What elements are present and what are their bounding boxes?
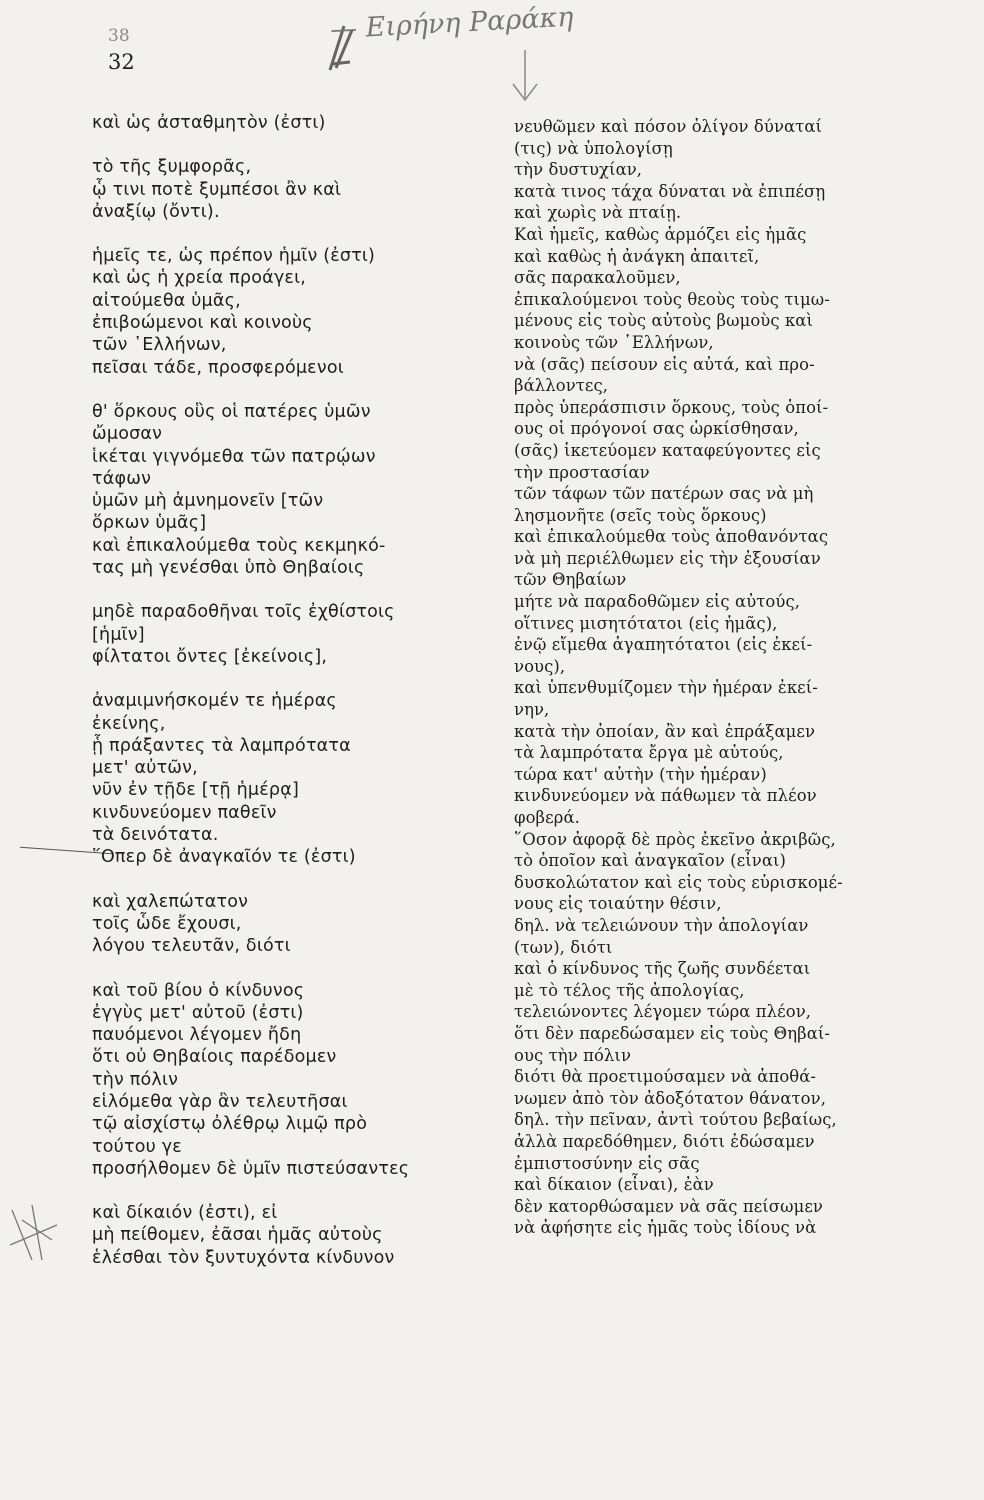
translation-text-line: ἐνῷ εἴμεθα ἀγαπητότατοι (εἰς ἐκεί- [514,635,813,655]
translation-text-line: καὶ χωρὶς νὰ πταίῃ. [514,203,682,223]
translation-text-line: (των), διότι [514,937,613,957]
translation-text-line: καὶ ὑπενθυμίζομεν τὴν ἡμέραν ἐκεί- [514,678,818,698]
greek-text-line: [ἡμῖν] [92,624,145,645]
paragraph-gap [92,134,504,156]
paragraph-gap [92,1180,504,1202]
greek-text-line: λόγου τελευτᾶν, διότι [92,936,291,957]
translation-text-line: νὰ ἀφήσητε εἰς ἡμᾶς τοὺς ἰδίους νὰ [514,1218,817,1238]
translation-text-line: ἐμπιστοσύνην εἰς σᾶς [514,1153,700,1173]
greek-text-line: καὶ δίκαιόν (ἐστι), εἰ [92,1203,278,1224]
translation-text-line: νὰ (σᾶς) πείσουν εἰς αὐτά, καὶ προ- [514,354,815,374]
greek-text-line: τὰ δεινότατα. [92,825,219,846]
handwritten-note: — Ειρήνη Ραράκη [329,1,575,46]
translation-text-line: κατὰ τὴν ὁποίαν, ἂν καὶ ἐπράξαμεν [514,721,816,741]
greek-text-line: καὶ ὡς ἡ χρεία προάγει, [92,268,306,289]
greek-text-line: ἐγγὺς μετ' αὐτοῦ (ἐστι) [92,1002,304,1023]
greek-text-line: αἰτούμεθα ὑμᾶς, [92,290,241,311]
translation-text-line: κινδυνεύομεν νὰ πάθωμεν τὰ πλέον [514,786,817,806]
translation-text-line: τώρα κατ' αὐτὴν (τὴν ἡμέραν) [514,764,767,784]
translation-text-line: νευθῶμεν καὶ πόσον ὀλίγον δύναταί [514,117,823,136]
translation-text-line: σᾶς παρακαλοῦμεν, [514,268,681,288]
translation-text-line: πρὸς ὑπεράσπισιν ὅρκους, τοὺς ὁποί- [514,397,829,417]
greek-text-line: ἐκείνης, [92,713,166,734]
translation-text-line: δυσκολώτατον καὶ εἰς τοὺς εὑρισκομέ- [514,872,843,892]
translation-text-line: κατὰ τινος τάχα δύναται νὰ ἐπιπέσῃ [514,181,826,201]
paragraph-gap [92,668,504,690]
translation-text-line: διότι θὰ προετιμούσαμεν νὰ ἀποθά- [514,1067,817,1087]
greek-text-line: ῞Οπερ δὲ ἀναγκαῖόν τε (ἐστι) [92,847,356,868]
translation-text-line: τελειώνοντες λέγομεν τώρα πλέον, [514,1002,812,1022]
greek-text-line: μηδὲ παραδοθῆναι τοῖς ἐχθίστοις [92,602,395,623]
greek-text-line: νῦν ἐν τῇδε [τῇ ἡμέρᾳ] [92,780,299,801]
translation-text-line: τὴν δυστυχίαν, [514,160,643,180]
greek-text-line: παυόμενοι λέγομεν ἤδη [92,1025,302,1046]
translation-text-line: δηλ. νὰ τελειώνουν τὴν ἀπολογίαν [514,915,809,935]
greek-text-line: ἡμεῖς τε, ὡς πρέπον ἡμῖν (ἐστι) [92,246,376,267]
translation-text-line: κοινοὺς τῶν ῾Ελλήνων, [514,332,714,352]
translation-text-line: νην, [514,700,550,720]
greek-text-line: τὴν πόλιν [92,1069,179,1090]
greek-text-line: φίλτατοι ὄντες [ἐκείνοις], [92,646,328,667]
translation-text-line: λησμονῆτε (σεῖς τοὺς ὅρκους) [514,505,767,525]
greek-text-line: ὅρκων ὑμᾶς] [92,513,207,534]
translation-text-line: (τις) νὰ ὑπολογίσῃ [514,138,673,158]
greek-text-line: ἀναμιμνήσκομέν τε ἡμέρας [92,691,337,712]
greek-text-line: ὤμοσαν [92,424,163,445]
greek-text-line: ᾗ πράξαντες τὰ λαμπρότατα [92,735,351,756]
translation-text-line: καὶ ἐπικαλούμεθα τοὺς ἀποθανόντας [514,527,829,547]
translation-text-line: νὰ μὴ περιέλθωμεν εἰς τὴν ἐξουσίαν [514,548,821,568]
ancient-greek-text-column [92,112,504,1269]
translation-text-line: μήτε νὰ παραδοθῶμεν εἰς αὐτούς, [514,592,801,612]
translation-text-line: τὰ λαμπρότατα ἔργα μὲ αὐτούς, [514,743,784,763]
greek-text-line: τας μὴ γενέσθαι ὑπὸ Θηβαίοις [92,558,365,579]
translation-text-line: ους οἱ πρόγονοί σας ὡρκίσθησαν, [514,419,799,439]
greek-text-line: κινδυνεύομεν παθεῖν [92,802,277,823]
translation-text-line: μὲ τὸ τέλος τῆς ἀπολογίας, [514,980,745,1000]
greek-text-line: μὴ πείθομεν, ἐᾶσαι ἡμᾶς αὐτοὺς [92,1225,383,1246]
greek-text-line: τὸ τῆς ξυμφορᾶς, [92,157,252,178]
translation-text-line: ους τὴν πόλιν [514,1045,632,1065]
paragraph-gap [92,958,504,980]
margin-scribble-icon [2,1200,72,1270]
greek-text-line: πεῖσαι τάδε, προσφερόμενοι [92,357,344,378]
translation-text-line: δηλ. τὴν πεῖναν, ἀντὶ τούτου βεβαίως, [514,1110,837,1130]
greek-text-line: τούτου γε [92,1136,182,1157]
translation-text-line: ῞Οσον ἀφορᾷ δὲ πρὸς ἐκεῖνο ἀκριβῶς, [514,829,836,849]
translation-text-line: καὶ καθὼς ἡ ἀνάγκη ἀπαιτεῖ, [514,246,760,266]
greek-text-line: τῶν ῾Ελλήνων, [92,335,227,356]
translation-text-line: ἀλλὰ παρεδόθημεν, διότι ἐδώσαμεν [514,1131,815,1151]
greek-text-line: ἀναξίῳ (ὄντι). [92,201,220,222]
modern-greek-translation-column [514,116,954,1239]
translation-text-line: Καὶ ἡμεῖς, καθὼς ἁρμόζει εἰς ἡμᾶς [514,224,807,244]
greek-text-line: ἱκέται γιγνόμεθα τῶν πατρῴων [92,446,376,467]
translation-text-line: τῶν τάφων τῶν πατέρων σας νὰ μὴ [514,484,814,504]
greek-text-line: προσήλθομεν δὲ ὑμῖν πιστεύσαντες [92,1158,410,1179]
translation-text-line: νους), [514,656,566,676]
paragraph-gap [92,379,504,401]
translation-text-line: ὅτι δὲν παρεδώσαμεν εἰς τοὺς Θηβαί- [514,1023,831,1043]
translation-text-line: οἵτινες μισητότατοι (εἰς ἡμᾶς), [514,613,778,633]
greek-text-line: εἱλόμεθα γὰρ ἂν τελευτῆσαι [92,1091,348,1112]
translation-text-line: καὶ ὁ κίνδυνος τῆς ζωῆς συνδέεται [514,959,811,979]
paragraph-gap [92,579,504,601]
greek-text-line: καὶ ἐπικαλούμεθα τοὺς κεκμηκό- [92,535,386,556]
translation-text-line: τὴν προστασίαν [514,462,650,482]
greek-text-line: τάφων [92,468,152,489]
greek-text-line: τοῖς ὧδε ἔχουσι, [92,913,242,934]
paragraph-gap [92,869,504,891]
greek-text-line: μετ' αὐτῶν, [92,758,198,779]
paragraph-gap [92,223,504,245]
greek-text-line: καὶ χαλεπώτατον [92,891,249,912]
page-number: 32 [108,50,135,74]
down-arrow-icon [508,48,542,104]
translation-text-line: βάλλοντες, [514,376,609,396]
greek-text-line: ὑμῶν μὴ ἀμνημονεῖν [τῶν [92,491,324,512]
greek-text-line: ᾧ τινι ποτὲ ξυμπέσοι ἂν καὶ [92,179,342,200]
translation-text-line: νωμεν ἀπὸ τὸν ἀδοξότατον θάνατον, [514,1088,827,1108]
greek-text-line: ἑλέσθαι τὸν ξυντυχόντα κίνδυνον [92,1247,395,1268]
translation-text-line: τῶν Θηβαίων [514,570,627,590]
greek-text-line: καὶ τοῦ βίου ὁ κίνδυνος [92,980,305,1001]
translation-text-line: καὶ δίκαιον (εἶναι), ἐὰν [514,1175,714,1195]
greek-text-line: θ' ὅρκους οὓς οἱ πατέρες ὑμῶν [92,401,371,422]
translation-text-line: φοβερά. [514,808,580,827]
greek-text-line: ὅτι οὐ Θηβαίοις παρέδομεν [92,1047,337,1068]
greek-text-line: τῷ αἰσχίστῳ ὀλέθρῳ λιμῷ πρὸ [92,1114,368,1135]
translation-text-line: νους εἰς τοιαύτην θέσιν, [514,894,722,914]
translation-text-line: δὲν κατορθώσαμεν νὰ σᾶς πείσωμεν [514,1196,823,1216]
translation-text-line: ἐπικαλούμενοι τοὺς θεοὺς τοὺς τιμω- [514,289,830,309]
handwritten-page-number: 38 [108,26,130,46]
translation-text-line: (σᾶς) ἱκετεύομεν καταφεύγοντες εἰς [514,440,821,460]
greek-text-line: καὶ ὡς ἀσταθμητὸν (ἐστι) [92,113,326,133]
translation-text-line: τὸ ὁποῖον καὶ ἀναγκαῖον (εἶναι) [514,851,787,871]
greek-text-line: ἐπιβοώμενοι καὶ κοινοὺς [92,313,313,334]
translation-text-line: μένους εἰς τοὺς αὐτοὺς βωμοὺς καὶ [514,311,814,331]
